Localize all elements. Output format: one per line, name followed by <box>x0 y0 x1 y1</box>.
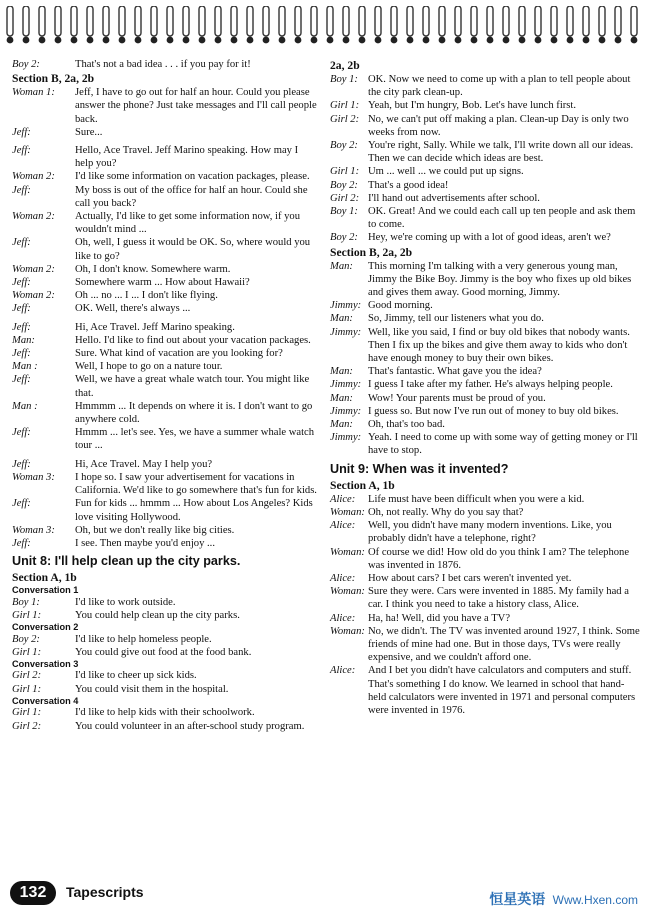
dialogue-line <box>12 596 317 609</box>
binding-hole <box>183 37 190 44</box>
spiral-ring <box>327 6 333 36</box>
speaker-label: Jimmy: <box>330 379 362 391</box>
unit-heading: Unit 8: I'll help clean up the city parks. <box>12 554 241 569</box>
spiral-ring <box>311 6 317 36</box>
dialogue-line <box>330 299 640 312</box>
speaker-label: Woman 3: <box>12 471 55 483</box>
dialogue-text: I'd like to work outside. <box>75 596 176 608</box>
speaker-label: Jeff: <box>12 237 31 249</box>
binding-hole <box>535 37 542 44</box>
dialogue-line <box>330 418 640 431</box>
dialogue-text: That's not a bad idea . . . if you pay for it! <box>75 59 251 70</box>
dialogue-line <box>330 625 640 665</box>
speaker-label: Jimmy: <box>330 300 362 312</box>
speaker-label: Woman 2: <box>12 211 55 223</box>
speaker-label: Jeff: <box>12 458 31 470</box>
dialogue-text: Oh, not really. Why do you say that? <box>368 506 524 518</box>
spiral-ring <box>151 6 157 36</box>
binding-hole <box>407 37 414 44</box>
dialogue-text: I guess I take after my father. He's always helping people. <box>368 379 613 391</box>
spiral-ring <box>39 6 45 36</box>
conversation-heading: Conversation 2 <box>12 622 79 633</box>
binding-hole <box>311 37 318 44</box>
dialogue-line <box>330 365 640 378</box>
dialogue-text: You could visit them in the hospital. <box>75 683 229 695</box>
dialogue-line <box>12 321 317 334</box>
dialogue-text: Good morning. <box>368 300 433 312</box>
dialogue-line <box>12 360 317 373</box>
dialogue-line <box>12 236 317 262</box>
speaker-label: Girl 1: <box>12 683 42 695</box>
speaker-label: Jimmy: <box>330 326 362 338</box>
dialogue-line <box>330 664 640 717</box>
dialogue-text: I hope so. I saw your advertisement for vacations in California. We'd like to go somewhere that's fun for kids. <box>75 471 317 497</box>
dialogue-line <box>12 497 317 523</box>
speaker-label: Man: <box>330 419 353 431</box>
speaker-label: Man: <box>330 392 353 404</box>
dialogue-line <box>330 431 640 457</box>
speaker-label: Jeff: <box>12 303 31 315</box>
dialogue-text: I'd like some information on vacation packages, please. <box>75 171 310 183</box>
binding-hole <box>71 37 78 44</box>
watermark-url: Www.Hxen.com <box>552 893 638 907</box>
binding-hole <box>551 37 558 44</box>
dialogue-line <box>12 263 317 276</box>
spiral-ring <box>167 6 173 36</box>
spiral-ring <box>295 6 301 36</box>
speaker-label: Man: <box>12 334 35 346</box>
binding-hole <box>583 37 590 44</box>
dialogue-text: That's fantastic. What gave you the idea? <box>368 366 542 378</box>
dialogue-line <box>12 210 317 236</box>
dialogue-line <box>12 471 317 497</box>
dialogue-line <box>12 126 317 139</box>
dialogue-line <box>12 86 317 126</box>
speaker-label: Girl 1: <box>12 707 42 719</box>
binding-hole <box>7 37 14 44</box>
speaker-label: Woman 2: <box>12 290 55 302</box>
dialogue-line <box>330 519 640 545</box>
section-heading: 2a, 2b <box>330 59 360 72</box>
dialogue-text: You could volunteer in an after-school study program. <box>75 720 305 732</box>
speaker-label: Man: <box>330 366 353 378</box>
section-heading: Section B, 2a, 2b <box>330 245 413 259</box>
dialogue-line <box>12 458 317 471</box>
dialogue-text: I'll hand out advertisements after school. <box>368 192 540 204</box>
dialogue-line <box>330 612 640 625</box>
watermark <box>489 889 638 909</box>
binding-hole <box>135 37 142 44</box>
speaker-label: Alice: <box>330 572 356 584</box>
dialogue-line <box>12 58 317 71</box>
section-heading: Section A, 1b <box>330 478 395 492</box>
speaker-label: Boy 2: <box>330 179 358 191</box>
dialogue-line <box>330 99 640 112</box>
dialogue-line <box>12 144 317 170</box>
speaker-label: Boy 2: <box>12 59 40 70</box>
binding-hole <box>359 37 366 44</box>
spiral-ring <box>583 6 589 36</box>
speaker-label: Man : <box>12 400 38 412</box>
spiral-ring <box>279 6 285 36</box>
spiral-ring <box>471 6 477 36</box>
dialogue-line <box>330 506 640 519</box>
dialogue-line <box>330 546 640 572</box>
speaker-label: Girl 2: <box>330 192 360 204</box>
dialogue-text: Oh, that's too bad. <box>368 419 445 431</box>
dialogue-line <box>330 312 640 325</box>
binding-hole <box>423 37 430 44</box>
speaker-label: Girl 1: <box>330 100 360 112</box>
dialogue-text: Hmmm ... let's see. Yes, we have a summer whale watch tour ... <box>75 427 315 452</box>
binding-hole <box>295 37 302 44</box>
binding-hole <box>55 37 62 44</box>
dialogue-text: No, we didn't. The TV was invented around 1927, I think. Some friends of mine had one. But in those days, TVs were really expensive, and we couldn't afford one. <box>368 625 640 664</box>
dialogue-text: So, Jimmy, tell our listeners what you do. <box>368 313 544 325</box>
dialogue-line <box>12 720 317 733</box>
conversation-heading: Conversation 1 <box>12 585 79 596</box>
speaker-label: Jeff: <box>12 537 31 549</box>
dialogue-line <box>12 302 317 315</box>
binding-hole <box>263 37 270 44</box>
binding-hole <box>487 37 494 44</box>
binding-hole <box>471 37 478 44</box>
conversation-heading: Conversation 4 <box>12 695 79 706</box>
dialogue-text: Jeff, I have to go out for half an hour. Could you please answer the phone? Just take messages and I'll call people back. <box>75 87 317 125</box>
spiral-ring <box>71 6 77 36</box>
dialogue-text: Yeah. I need to come up with some way of getting money or I'll have to stop. <box>368 432 638 457</box>
binding-hole <box>327 37 334 44</box>
dialogue-line <box>330 378 640 391</box>
spiral-ring <box>263 6 269 36</box>
dialogue-text: I'd like to help homeless people. <box>75 633 212 645</box>
dialogue-line <box>12 609 317 622</box>
spiral-ring <box>631 6 637 36</box>
dialogue-line <box>330 113 640 139</box>
dialogue-text: I'd like to cheer up sick kids. <box>75 670 197 682</box>
left-column <box>12 58 317 733</box>
dialogue-line <box>12 537 317 550</box>
spiral-ring <box>199 6 205 36</box>
dialogue-line <box>330 392 640 405</box>
binding-hole <box>87 37 94 44</box>
dialogue-text: Well, like you said, I find or buy old bikes that nobody wants. Then I fix up the bikes and give them away to kids who don't have enough money to buy their own bikes. <box>368 326 630 365</box>
spiral-ring <box>503 6 509 36</box>
dialogue-text: I'd like to help kids with their schoolwork. <box>75 707 255 719</box>
dialogue-line <box>330 572 640 585</box>
dialogue-text: You're right, Sally. While we talk, I'll write down all our ideas. Then we can decide which ideas are best. <box>368 140 634 165</box>
speaker-label: Boy 2: <box>330 140 358 152</box>
speaker-label: Woman: <box>330 586 365 598</box>
dialogue-line <box>12 400 317 426</box>
dialogue-line <box>330 192 640 205</box>
spiral-ring <box>119 6 125 36</box>
speaker-label: Woman: <box>330 625 365 637</box>
dialogue-text: Hello. I'd like to find out about your vacation packages. <box>75 334 311 346</box>
binding-hole <box>151 37 158 44</box>
dialogue-line <box>12 347 317 360</box>
section-heading: Section A, 1b <box>12 571 77 585</box>
speaker-label: Jimmy: <box>330 432 362 444</box>
speaker-label: Boy 1: <box>330 74 358 85</box>
binding-hole <box>279 37 286 44</box>
speaker-label: Jeff: <box>12 126 31 138</box>
dialogue-text: Somewhere warm ... How about Hawaii? <box>75 277 250 289</box>
binding-hole <box>23 37 30 44</box>
dialogue-text: Hey, we're coming up with a lot of good ideas, aren't we? <box>368 232 611 244</box>
spiral-ring <box>87 6 93 36</box>
spiral-ring <box>391 6 397 36</box>
spiral-ring <box>359 6 365 36</box>
dialogue-line <box>12 633 317 646</box>
dialogue-line <box>12 289 317 302</box>
page-footer <box>10 879 640 909</box>
dialogue-text: I guess so. But now I've run out of money to buy old bikes. <box>368 405 619 417</box>
dialogue-line <box>12 646 317 659</box>
spiral-ring <box>375 6 381 36</box>
dialogue-line <box>12 669 317 682</box>
dialogue-text: Yeah, but I'm hungry, Bob. Let's have lunch first. <box>368 100 577 112</box>
dialogue-text: You could give out food at the food bank. <box>75 646 252 658</box>
spiral-ring <box>103 6 109 36</box>
spiral-ring <box>551 6 557 36</box>
speaker-label: Woman: <box>330 546 365 558</box>
dialogue-text: Sure... <box>75 126 103 138</box>
spiral-ring <box>231 6 237 36</box>
binding-hole <box>343 37 350 44</box>
dialogue-text: Hi, Ace Travel. Jeff Marino speaking. <box>75 321 235 333</box>
speaker-label: Boy 1: <box>330 206 358 218</box>
dialogue-text: Oh, I don't know. Somewhere warm. <box>75 263 231 275</box>
speaker-label: Alice: <box>330 493 356 505</box>
speaker-label: Jeff: <box>12 184 31 196</box>
speaker-label: Woman 2: <box>12 171 55 183</box>
binding-hole <box>503 37 510 44</box>
spiral-ring <box>455 6 461 36</box>
speaker-label: Woman: <box>330 506 365 518</box>
dialogue-text: And I bet you didn't have calculators and computers and stuff. That's something I do know. We learned in school that hand-held calculators were invented in 1971 and personal computers were invented in 1976. <box>368 665 636 716</box>
speaker-label: Girl 2: <box>12 720 42 732</box>
speaker-label: Jeff: <box>12 348 31 360</box>
dialogue-text: OK. Great! And we could each call up ten people and ask them to come. <box>368 206 636 231</box>
dialogue-line <box>12 276 317 289</box>
dialogue-text: Wow! Your parents must be proud of you. <box>368 392 546 404</box>
dialogue-text: Actually, I'd like to get some information now, if you wouldn't mind ... <box>75 211 301 236</box>
dialogue-line <box>330 260 640 300</box>
conversation-heading: Conversation 3 <box>12 658 79 669</box>
spiral-ring <box>535 6 541 36</box>
speaker-label: Woman 2: <box>12 263 55 275</box>
dialogue-text: Ha, ha! Well, did you have a TV? <box>368 612 511 624</box>
dialogue-line <box>330 585 640 611</box>
speaker-label: Jeff: <box>12 427 31 439</box>
binding-hole <box>119 37 126 44</box>
spiral-ring <box>567 6 573 36</box>
spiral-ring <box>7 6 13 36</box>
dialogue-text: OK. Well, there's always ... <box>75 303 191 315</box>
spiral-ring <box>135 6 141 36</box>
speaker-label: Man : <box>12 361 38 373</box>
dialogue-text: Life must have been difficult when you were a kid. <box>368 493 585 505</box>
speaker-label: Alice: <box>330 612 356 624</box>
speaker-label: Girl 1: <box>12 646 42 658</box>
dialogue-line <box>12 373 317 399</box>
dialogue-line <box>330 326 640 366</box>
binding-hole <box>39 37 46 44</box>
dialogue-text: That's a good idea! <box>368 179 449 191</box>
speaker-label: Jeff: <box>12 498 31 510</box>
speaker-label: Boy 1: <box>12 596 40 608</box>
spiral-binding <box>0 6 650 50</box>
speaker-label: Man: <box>330 313 353 325</box>
dialogue-text: I see. Then maybe you'd enjoy ... <box>75 537 215 549</box>
dialogue-line <box>330 231 640 244</box>
dialogue-text: Hmmmm ... It depends on where it is. I don't want to go anywhere cold. <box>75 400 313 426</box>
dialogue-text: My boss is out of the office for half an hour. Could she call you back? <box>75 184 308 209</box>
binding-hole <box>199 37 206 44</box>
section-heading: Section B, 2a, 2b <box>12 72 95 86</box>
dialogue-text: You could help clean up the city parks. <box>75 609 240 621</box>
dialogue-line <box>330 205 640 231</box>
speaker-label: Boy 2: <box>330 232 358 244</box>
spiral-ring <box>423 6 429 36</box>
dialogue-text: Fun for kids ... hmmm ... How about Los Angeles? Kids love visiting Hollywood. <box>75 498 313 523</box>
dialogue-text: Hi, Ace Travel. May I help you? <box>75 458 213 470</box>
dialogue-line <box>12 524 317 537</box>
speaker-label: Girl 2: <box>12 670 42 682</box>
spiral-ring <box>55 6 61 36</box>
speaker-label: Girl 1: <box>12 609 42 621</box>
dialogue-line <box>330 165 640 178</box>
dialogue-line <box>12 683 317 696</box>
speaker-label: Alice: <box>330 520 356 532</box>
footer-label: Tapescripts <box>66 884 144 900</box>
dialogue-text: Sure. What kind of vacation are you looking for? <box>75 348 283 360</box>
dialogue-line <box>12 706 317 719</box>
speaker-label: Jimmy: <box>330 405 362 417</box>
right-column <box>330 58 640 717</box>
binding-hole <box>455 37 462 44</box>
binding-hole <box>247 37 254 44</box>
speaker-label: Jeff: <box>12 145 31 157</box>
spiral-ring <box>247 6 253 36</box>
speaker-label: Jeff: <box>12 277 31 289</box>
dialogue-line <box>330 73 640 99</box>
dialogue-line <box>330 139 640 165</box>
dialogue-text: Sure they were. Cars were invented in 1885. My family had a car. I think you need to take a history class, Alice. <box>368 586 629 611</box>
dialogue-text: How about cars? I bet cars weren't invented yet. <box>368 572 572 584</box>
binding-hole <box>519 37 526 44</box>
watermark-cn: 恒星英语 <box>489 891 546 907</box>
spiral-ring <box>23 6 29 36</box>
speaker-label: Boy 2: <box>12 633 40 645</box>
dialogue-text: Well, we have a great whale watch tour. You might like that. <box>75 374 310 399</box>
binding-hole <box>439 37 446 44</box>
spiral-ring <box>215 6 221 36</box>
dialogue-line <box>12 184 317 210</box>
dialogue-text: Oh, well, I guess it would be OK. So, where would you like to go? <box>75 237 311 262</box>
spiral-ring <box>519 6 525 36</box>
speaker-label: Jeff: <box>12 374 31 386</box>
speaker-label: Alice: <box>330 665 356 677</box>
dialogue-line <box>12 170 317 183</box>
spiral-ring <box>407 6 413 36</box>
dialogue-line <box>330 405 640 418</box>
dialogue-text: Um ... well ... we could put up signs. <box>368 166 524 178</box>
dialogue-line <box>330 179 640 192</box>
binding-hole <box>599 37 606 44</box>
dialogue-text: Hello, Ace Travel. Jeff Marino speaking. How may I help you? <box>75 145 299 170</box>
binding-hole <box>103 37 110 44</box>
speaker-label: Girl 2: <box>330 113 360 125</box>
page-number: 132 <box>10 881 56 905</box>
binding-hole <box>375 37 382 44</box>
spiral-ring <box>439 6 445 36</box>
speaker-label: Woman 3: <box>12 524 55 536</box>
dialogue-line <box>12 334 317 347</box>
dialogue-text: No, we can't put off making a plan. Clean-up Day is only two weeks from now. <box>368 113 629 138</box>
dialogue-text: Oh ... no ... I ... I don't like flying. <box>75 290 218 302</box>
binding-hole <box>167 37 174 44</box>
binding-hole <box>631 37 638 44</box>
unit-heading: Unit 9: When was it invented? <box>330 461 509 476</box>
spiral-ring <box>487 6 493 36</box>
dialogue-text: Well, I hope to go on a nature tour. <box>75 361 223 373</box>
binding-hole <box>567 37 574 44</box>
speaker-label: Jeff: <box>12 321 31 333</box>
spiral-ring <box>183 6 189 36</box>
spiral-ring <box>343 6 349 36</box>
spiral-ring <box>599 6 605 36</box>
speaker-label: Man: <box>330 260 353 272</box>
dialogue-text: Well, you didn't have many modern inventions. Like, you probably didn't have a telephone, right? <box>368 520 612 545</box>
binding-hole <box>215 37 222 44</box>
binding-hole <box>391 37 398 44</box>
spiral-ring <box>615 6 621 36</box>
binding-hole <box>231 37 238 44</box>
speaker-label: Girl 1: <box>330 166 360 178</box>
dialogue-line <box>330 493 640 506</box>
dialogue-text: Of course we did! How old do you think I am? The telephone was invented in 1876. <box>368 546 630 571</box>
binding-hole <box>615 37 622 44</box>
speaker-label: Woman 1: <box>12 87 55 99</box>
dialogue-text: OK. Now we need to come up with a plan to tell people about the city park clean-up. <box>368 74 631 99</box>
dialogue-line <box>12 426 317 452</box>
dialogue-text: This morning I'm talking with a very generous young man, Jimmy the Bike Boy. Jimmy is the boy who fixes up old bikes and gives them away. Good morning, Jimmy. <box>368 260 632 299</box>
dialogue-text: Oh, but we don't really like big cities. <box>75 524 235 536</box>
